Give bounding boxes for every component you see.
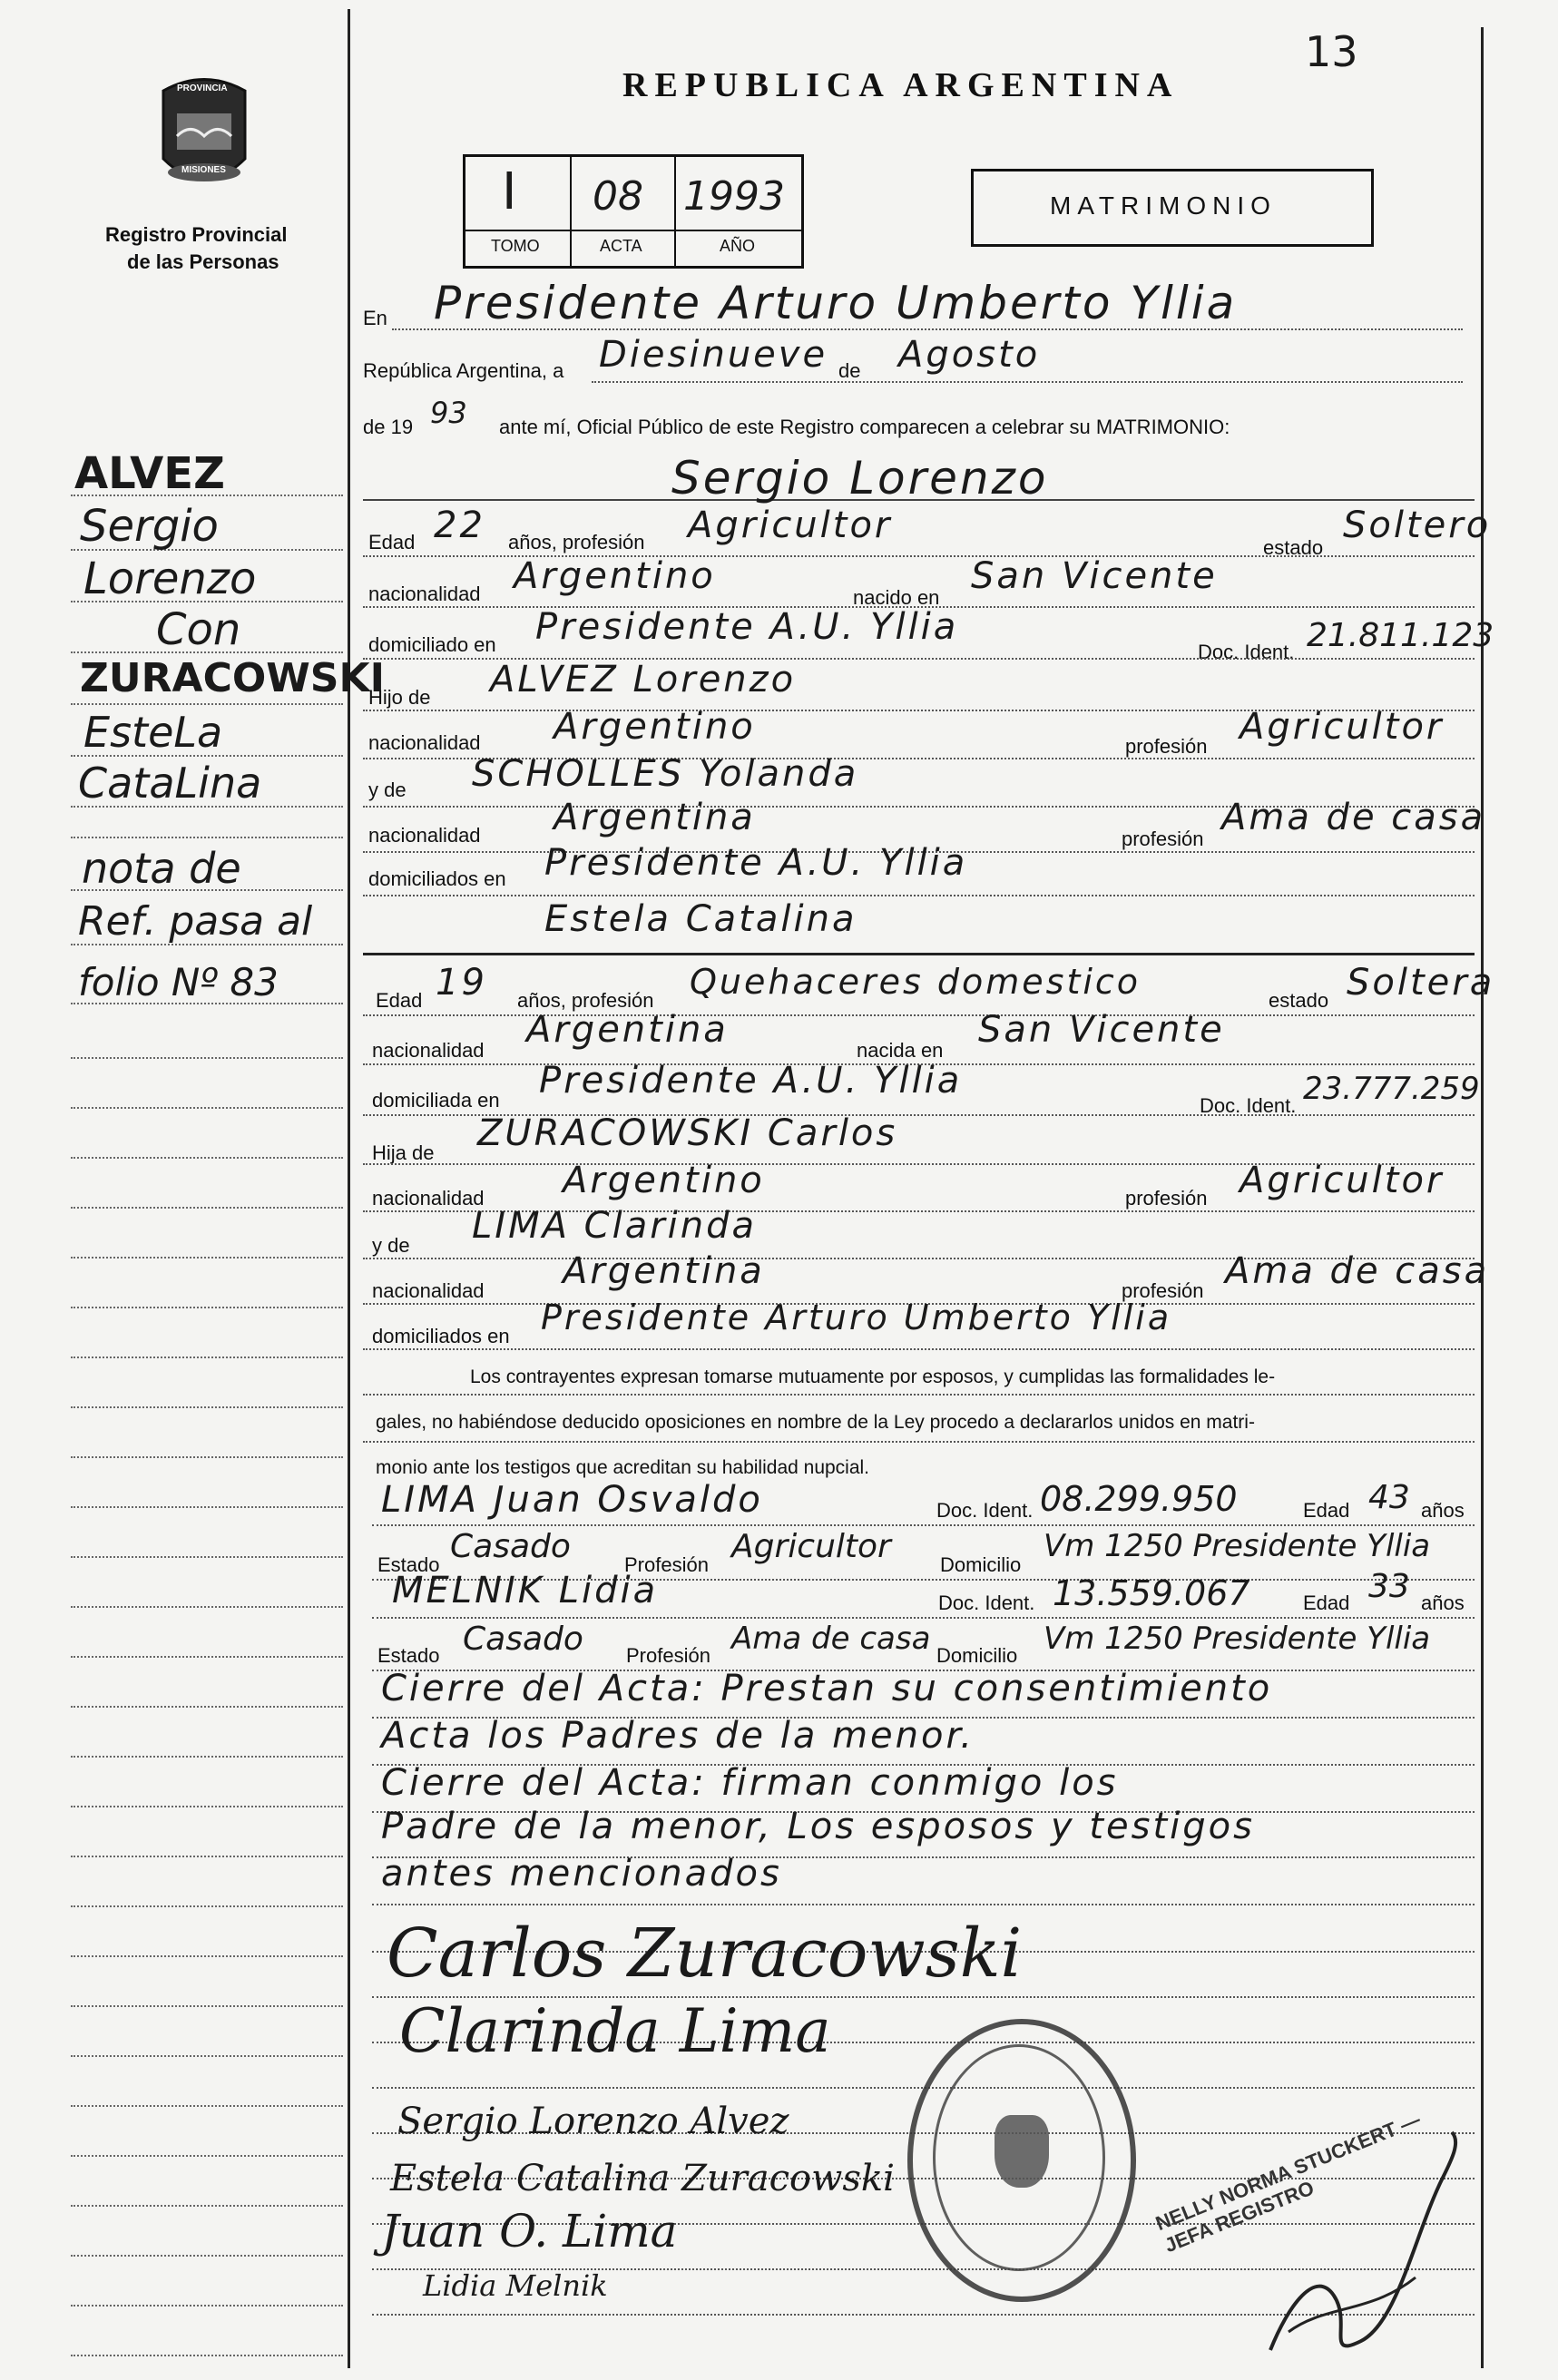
emblem-label-top: PROVINCIA — [177, 83, 228, 93]
witness2-estado: Casado — [463, 1621, 583, 1658]
registry-name-line2: de las Personas — [127, 250, 279, 273]
margin-line-7: CataLina — [78, 759, 262, 808]
witness2-edad-label: Edad — [1303, 1592, 1350, 1614]
witness2-domicilio: Vm 1250 Presidente Yllia — [1044, 1621, 1431, 1657]
groom-padres-dom-label: domiciliados en — [368, 867, 506, 890]
acta-label: ACTA — [600, 237, 642, 255]
witness1-estado: Casado — [450, 1528, 571, 1565]
certificate-type-box — [971, 169, 1374, 247]
month-value: Agosto — [898, 334, 1041, 376]
witness1-name: LIMA Juan Osvaldo — [381, 1479, 763, 1521]
bride-padres-dom-label: domiciliados en — [372, 1325, 510, 1347]
groom-madre-nac: Argentina — [554, 797, 756, 838]
place-value: Presidente Arturo Umberto Yllia — [434, 277, 1238, 329]
bride-doc-label: Doc. Ident. — [1200, 1094, 1297, 1117]
signature-witness2: Lidia Melnik — [423, 2268, 608, 2303]
emblem-label-bottom: MISIONES — [181, 165, 226, 175]
groom-doc-label: Doc. Ident. — [1198, 641, 1295, 663]
bride-madre-nac-label: nacionalidad — [372, 1279, 485, 1302]
formal-text-line2: gales, no habiéndose deducido oposiciones en nombre de la Ley procedo a declararlos unidos en matri- — [376, 1412, 1255, 1433]
bride-madre: LIMA Clarinda — [472, 1205, 758, 1247]
bride-padre-label: Hija de — [372, 1141, 435, 1164]
bride-padre-nac: Argentino — [563, 1160, 765, 1201]
closing-note-3: Cierre del Acta: firman conmigo los — [381, 1762, 1119, 1804]
country-title: REPUBLICA ARGENTINA — [622, 66, 1180, 104]
bride-nacionalidad-label: nacionalidad — [372, 1039, 485, 1062]
margin-note-folio: folio Nº 83 — [78, 960, 279, 1004]
signature-witness1: Juan O. Lima — [381, 2205, 678, 2258]
groom-nacionalidad-label: nacionalidad — [368, 583, 481, 605]
margin-line-4: Con — [156, 604, 241, 655]
certificate-type: MATRIMONIO — [1050, 191, 1277, 220]
groom-padre-prof-label: profesión — [1125, 735, 1208, 758]
witness1-doc: 08.299.950 — [1040, 1479, 1238, 1519]
day-value: Diesinueve — [599, 334, 828, 376]
witness2-profesion: Ama de casa — [731, 1621, 931, 1657]
bride-profesion: Quehaceres domestico — [690, 962, 1142, 1002]
registrar-signature-icon — [1234, 2123, 1470, 2368]
groom-profesion: Agricultor — [688, 504, 893, 546]
bride-padres-dom: Presidente Arturo Umberto Yllia — [541, 1298, 1172, 1337]
margin-surname: ALVEZ — [74, 448, 225, 499]
bride-madre-label: y de — [372, 1234, 410, 1257]
margin-bride-surname: ZURACOWSKI — [80, 655, 385, 701]
witness1-edad: 43 — [1368, 1479, 1410, 1516]
bride-doc: 23.777.259 — [1303, 1071, 1480, 1107]
tomo-value: I — [502, 162, 517, 221]
margin-note-ref: Ref. pasa al — [78, 898, 313, 945]
bride-nacionalidad: Argentina — [526, 1009, 729, 1051]
bride-padre-prof-label: profesión — [1125, 1187, 1208, 1210]
groom-name: Sergio Lorenzo — [671, 452, 1049, 504]
en-label: En — [363, 307, 387, 329]
witness2-estado-label: Estado — [377, 1644, 440, 1667]
bride-edad-label: Edad — [376, 989, 423, 1012]
formal-text-line1: Los contrayentes expresan tomarse mutuamente por esposos, y cumplidas las formalidades le- — [470, 1366, 1276, 1387]
bride-padre-nac-label: nacionalidad — [372, 1187, 485, 1210]
closing-note-4: Padre de la menor, Los esposos y testigos — [381, 1806, 1255, 1847]
signature-mother: Clarinda Lima — [399, 1996, 831, 2066]
month-de-label: de — [838, 359, 861, 382]
witness1-doc-label: Doc. Ident. — [936, 1499, 1034, 1522]
groom-padre: ALVEZ Lorenzo — [490, 659, 797, 700]
groom-padres-dom: Presidente A.U. Yllia — [544, 842, 968, 884]
closing-note-1: Cierre del Acta: Prestan su consentimiento — [381, 1668, 1273, 1709]
page-number: 13 — [1305, 27, 1358, 76]
groom-doc: 21.811.123 — [1307, 617, 1494, 654]
bride-domicilio-label: domiciliada en — [372, 1089, 500, 1112]
groom-padre-prof: Agricultor — [1240, 706, 1445, 748]
witness2-anios-label: años — [1421, 1592, 1465, 1614]
groom-nacido: San Vicente — [971, 555, 1218, 597]
registrar-name-stamp: NELLY NORMA STUCKERT — JEFA REGISTRO — [1152, 2108, 1424, 2258]
witness2-doc-label: Doc. Ident. — [938, 1592, 1035, 1614]
closing-note-5: antes mencionados — [381, 1853, 782, 1895]
witness1-domicilio-label: Domicilio — [940, 1553, 1022, 1576]
bride-padre-prof: Agricultor — [1240, 1160, 1445, 1201]
groom-estado-label: estado — [1263, 536, 1324, 559]
bride-madre-prof-label: profesión — [1122, 1279, 1204, 1302]
groom-edad: 22 — [434, 504, 485, 546]
signature-bride: Estela Catalina Zuracowski — [390, 2158, 895, 2199]
groom-padre-nac-label: nacionalidad — [368, 731, 481, 754]
ano-label: AÑO — [720, 237, 756, 255]
groom-madre-nac-label: nacionalidad — [368, 824, 481, 847]
signature-father: Carlos Zuracowski — [387, 1915, 1023, 1993]
groom-edad-label: Edad — [368, 531, 416, 553]
margin-line-6: EsteLa — [83, 708, 223, 757]
groom-madre-prof: Ama de casa — [1221, 797, 1486, 838]
groom-madre-label: y de — [368, 779, 407, 801]
bride-name: Estela Catalina — [544, 898, 857, 940]
groom-nacionalidad: Argentino — [514, 555, 716, 597]
closing-note-2: Acta los Padres de la menor. — [381, 1715, 975, 1757]
appearance-statement: ante mí, Oficial Público de este Registro comparecen a celebrar su MATRIMONIO: — [499, 416, 1230, 438]
bride-profesion-label: años, profesión — [517, 989, 654, 1012]
bride-estado-label: estado — [1269, 989, 1329, 1012]
witness2-profesion-label: Profesión — [626, 1644, 710, 1667]
witness2-name: MELNIK Lidia — [392, 1570, 659, 1611]
registry-round-seal-icon — [907, 2019, 1136, 2302]
bride-madre-nac: Argentina — [563, 1250, 765, 1292]
formal-text-line3: monio ante los testigos que acreditan su habilidad nupcial. — [376, 1457, 870, 1478]
tomo-acta-ano-box — [463, 154, 804, 269]
witness1-domicilio: Vm 1250 Presidente Yllia — [1044, 1528, 1431, 1564]
witness1-profesion: Agricultor — [731, 1528, 891, 1565]
witness2-domicilio-label: Domicilio — [936, 1644, 1018, 1667]
republica-label: República Argentina, a — [363, 359, 564, 382]
groom-domicilio-label: domiciliado en — [368, 633, 496, 656]
acta-value: 08 — [593, 173, 643, 220]
bride-domicilio: Presidente A.U. Yllia — [539, 1060, 963, 1102]
groom-profesion-label: años, profesión — [508, 531, 645, 553]
margin-line-3: Lorenzo — [83, 553, 257, 604]
year-prefix-label: de 19 — [363, 416, 414, 438]
bride-edad: 19 — [436, 962, 487, 1004]
ano-value: 1993 — [683, 173, 785, 220]
groom-padre-nac: Argentino — [554, 706, 756, 748]
margin-line-2: Sergio — [80, 501, 219, 552]
witness1-estado-label: Estado — [377, 1553, 440, 1576]
margin-note-label: nota de — [82, 844, 241, 893]
groom-madre: SCHOLLES Yolanda — [472, 753, 859, 795]
right-border — [1481, 27, 1484, 2368]
tomo-label: TOMO — [491, 237, 540, 255]
signature-groom: Sergio Lorenzo Alvez — [397, 2101, 789, 2142]
witness1-edad-label: Edad — [1303, 1499, 1350, 1522]
bride-madre-prof: Ama de casa — [1225, 1250, 1490, 1292]
groom-nacido-label: nacido en — [853, 586, 940, 609]
bride-padre: ZURACOWSKI Carlos — [477, 1112, 898, 1154]
witness1-profesion-label: Profesión — [624, 1553, 709, 1576]
groom-madre-prof-label: profesión — [1122, 828, 1204, 850]
left-column-border — [348, 9, 350, 2368]
bride-estado: Soltera — [1347, 962, 1495, 1004]
witness1-anios-label: años — [1421, 1499, 1465, 1522]
registry-name-line1: Registro Provincial — [105, 223, 288, 246]
groom-domicilio: Presidente A.U. Yllia — [535, 606, 959, 648]
witness2-doc: 13.559.067 — [1053, 1573, 1250, 1613]
bride-nacida-label: nacida en — [857, 1039, 944, 1062]
groom-estado: Soltero — [1343, 504, 1492, 546]
bride-nacida: San Vicente — [978, 1009, 1225, 1051]
groom-padre-label: Hijo de — [368, 686, 431, 709]
year-value: 93 — [430, 396, 467, 430]
witness2-edad: 33 — [1368, 1568, 1410, 1605]
